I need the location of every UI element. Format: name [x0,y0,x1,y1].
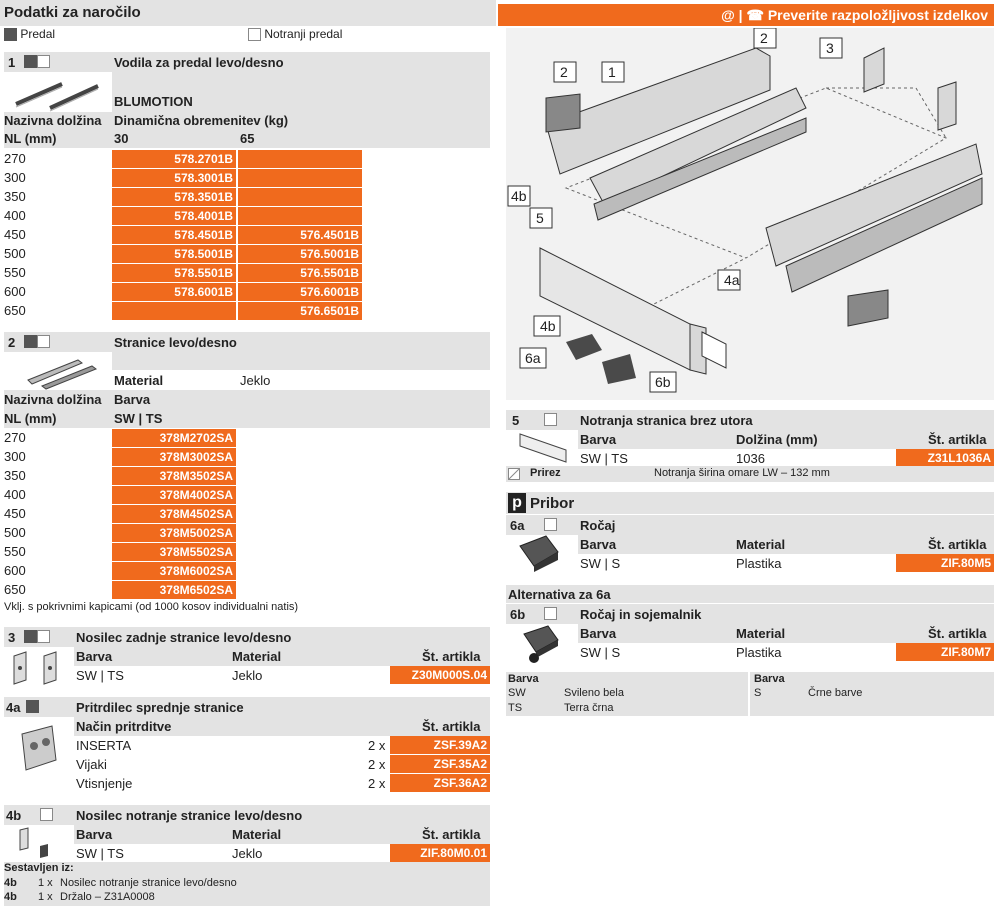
handle-thumbnail [516,532,562,574]
alt-title: Alternativa za 6a [508,587,611,602]
s2-row-nl: 450 [4,506,26,521]
s4b-comp-text: Nosilec notranje stranice levo/desno [60,877,237,889]
s4a-qty: 2 x [368,757,386,772]
colour-name: Svileno bela [564,687,624,699]
s5-length-value: 1036 [736,451,765,466]
diagram-callout-label: 1 [608,64,616,80]
diagram-callout-label: 4b [511,188,527,204]
s4b-comp-text: Držalo – Z31A0008 [60,891,155,903]
s6a-col-article: Št. artikla [928,537,987,552]
accessories-header [506,492,994,514]
inner-square-icon [544,518,557,531]
s1-row-nl: 300 [4,170,26,185]
s1-load-label: Dinamična obremenitev (kg) [114,113,289,128]
s6b-number: 6b [510,607,526,622]
s1-article-30[interactable]: 578.4001B [112,207,236,225]
s1-article-65-empty [238,188,362,206]
legend-inner-label: Notranji predal [264,27,343,41]
diagram-callout-label: 2 [560,64,568,80]
s1-title: Vodila za predal levo/desno [114,55,284,70]
s4a-method: INSERTA [76,738,132,753]
s4b-comp-num: 4b [4,877,17,889]
s6a-material-value: Plastika [736,556,782,571]
s1-col30: 30 [114,131,129,146]
drawer-square-icon [4,28,17,41]
s4a-article-code[interactable]: ZSF.39A2 [390,736,490,754]
s1-article-30[interactable]: 578.5001B [112,245,236,263]
s2-row-nl: 400 [4,487,26,502]
diagram-callout-label: 5 [536,210,544,226]
s6a-article-code[interactable]: ZIF.80M5 [896,554,994,572]
runner-thumbnail [10,74,106,112]
s5-color-value: SW | TS [580,451,628,466]
s4a-col-method: Način pritrditve [76,719,172,734]
inner-square-icon [37,630,50,643]
s4b-col-color: Barva [76,827,113,842]
s4b-material-value: Jeklo [232,846,263,861]
diagram-callout-label: 4b [540,318,556,334]
colour-head-left: Barva [508,673,539,685]
s2-row-nl: 350 [4,468,26,483]
s4b-article-code[interactable]: ZIF.80M0.01 [390,844,490,862]
s1-row-nl: 270 [4,151,26,166]
front-fixing-thumbnail [14,720,64,776]
colour-name: Terra črna [564,702,614,714]
s6b-col-article: Št. artikla [928,626,987,641]
s2-len-label: Nazivna dolžina [4,392,102,407]
s2-article[interactable]: 378M5002SA [112,524,236,542]
diagram-callout-label: 6b [655,374,671,390]
s2-article[interactable]: 378M4002SA [112,486,236,504]
s4b-title: Nosilec notranje stranice levo/desno [76,808,303,823]
inner-square-icon [248,28,261,41]
s5-title: Notranja stranica brez utora [580,413,753,428]
s1-article-65[interactable]: 576.5001B [238,245,362,263]
s4b-comp-num: 4b [4,891,17,903]
availability-bar[interactable] [498,4,994,26]
diagram-callout-label: 3 [826,40,834,56]
colour-code: TS [508,702,523,714]
inner-square-icon [37,335,50,348]
s1-row-nl: 550 [4,265,26,280]
s4a-title: Pritrdilec sprednje stranice [76,700,244,715]
s6b-squares [544,606,557,620]
cut-icon [508,468,520,480]
s2-article[interactable]: 378M6002SA [112,562,236,580]
s2-title: Stranice levo/desno [114,335,237,350]
side-panel-thumbnail [22,354,102,390]
s2-row-nl: 270 [4,430,26,445]
s2-mat-value: Jeklo [240,373,271,388]
s5-col-length: Dolžina (mm) [736,432,818,447]
s1-article-65[interactable]: 576.6501B [238,302,362,320]
diagram-callout-label: 2 [760,30,768,46]
s2-sub-bg [112,352,490,370]
s2-row-nl: 550 [4,544,26,559]
s1-article-30[interactable]: 578.3001B [112,169,236,187]
s4a-col-article: Št. artikla [422,719,481,734]
s6b-color-value: SW | S [580,645,621,660]
s1-article-30-empty [112,302,236,320]
s4b-comp-qty: 1 x [38,891,53,903]
colour-legend-divider [748,672,750,716]
s1-squares [24,54,50,68]
accessories-title: Pribor [530,495,575,512]
s6a-col-material: Material [736,537,786,552]
contact-icons: @ | ☎ [721,7,764,23]
s2-nl-label: NL (mm) [4,411,57,426]
s3-color-value: SW | TS [76,668,124,683]
s6a-squares [544,517,557,531]
s1-article-30[interactable]: 578.2701B [112,150,236,168]
s5-article-code[interactable]: Z31L1036A [896,449,994,467]
s2-mat-label: Material [114,373,164,388]
s5-col-color: Barva [580,432,617,447]
s4b-number: 4b [6,808,22,823]
s5-cut-value: Notranja širina omare LW – 132 mm [654,467,830,479]
s2-row-nl: 300 [4,449,26,464]
s4a-number: 4a [6,700,21,715]
s5-cut-label: Prirez [530,467,561,479]
s1-subtitle: BLUMOTION [114,94,193,109]
availability-link[interactable]: Preverite razpoložljivost izdelkov [767,7,988,23]
s2-article[interactable]: 378M4502SA [112,505,236,523]
s4b-col-material: Material [232,827,282,842]
s4b-comp-label: Sestavljen iz: [4,862,74,874]
s2-number: 2 [8,335,16,350]
s6b-col-color: Barva [580,626,617,641]
s4a-qty: 2 x [368,738,386,753]
s3-col-color: Barva [76,649,113,664]
s3-col-article: Št. artikla [422,649,481,664]
s6b-col-material: Material [736,626,786,641]
s1-article-65[interactable]: 576.5501B [238,264,362,282]
s4a-article-code[interactable]: ZSF.36A2 [390,774,490,792]
drawer-square-icon [24,630,37,643]
s3-squares [24,629,50,643]
inner-side-thumbnail [516,430,572,464]
s1-len-label: Nazivna dolžina [4,113,102,128]
s6a-title: Ročaj [580,518,616,533]
s1-article-65[interactable]: 576.4501B [238,226,362,244]
s3-material-value: Jeklo [232,668,263,683]
s1-article-65-empty [238,207,362,225]
s2-article[interactable]: 378M2702SA [112,429,236,447]
s4b-color-value: SW | TS [76,846,124,861]
s6a-color-value: SW | S [580,556,621,571]
s6b-title: Ročaj in sojemalnik [580,607,702,622]
s1-article-65-empty [238,169,362,187]
s1-row-nl: 500 [4,246,26,261]
s6a-number: 6a [510,518,525,533]
drawer-square-icon [24,335,37,348]
s2-color-value: SW | TS [114,411,163,426]
s4a-qty: 2 x [368,776,386,791]
s3-number: 3 [8,630,16,645]
s1-article-65-empty [238,150,362,168]
s2-row-nl: 650 [4,582,26,597]
s6a-col-color: Barva [580,537,617,552]
s2-article[interactable]: 378M5502SA [112,543,236,561]
legend-drawer-label: Predal [20,27,56,41]
s1-article-30[interactable]: 578.5501B [112,264,236,282]
s1-article-30[interactable]: 578.3501B [112,188,236,206]
s2-note: Vklj. s pokrivnimi kapicami (od 1000 kosov individualni natis) [4,601,299,613]
s3-col-material: Material [232,649,282,664]
s1-row-nl: 350 [4,189,26,204]
s6b-material-value: Plastika [736,645,782,660]
s4a-article-code[interactable]: ZSF.35A2 [390,755,490,773]
s4a-squares [26,699,39,713]
rear-bracket-thumbnail [10,650,66,686]
inner-holder-thumbnail [16,826,56,860]
inner-square-icon [40,808,53,821]
colour-code: S [754,687,762,699]
s1-article-30[interactable]: 578.6001B [112,283,236,301]
s1-row-nl: 600 [4,284,26,299]
s2-row-nl: 600 [4,563,26,578]
drawer-square-icon [26,700,39,713]
s1-article-30[interactable]: 578.4501B [112,226,236,244]
s1-row-nl: 450 [4,227,26,242]
s1-col65: 65 [240,131,255,146]
inner-square-icon [544,607,557,620]
diagram-callout-label: 4a [724,272,740,288]
s4b-squares [40,807,53,821]
inner-square-icon [544,413,557,426]
colour-head-right: Barva [754,673,785,685]
s4a-method: Vijaki [76,757,107,772]
legend-inner [248,27,342,41]
colour-name: Črne barve [808,687,863,699]
s2-header [4,332,490,352]
s1-nl-label: NL (mm) [4,131,57,146]
drawer-square-icon [24,55,37,68]
page-title: Podatki za naročilo [4,4,141,21]
legend-drawer [4,27,55,41]
s1-row-nl: 650 [4,303,26,318]
drawer-diagram [506,28,994,400]
s3-title: Nosilec zadnje stranice levo/desno [76,630,292,645]
s6b-article-code[interactable]: ZIF.80M7 [896,643,994,661]
s2-color-label: Barva [114,392,151,407]
s2-article[interactable]: 378M3002SA [112,448,236,466]
diagram-callout-label: 6a [525,350,541,366]
s4b-col-article: Št. artikla [422,827,481,842]
s5-number: 5 [512,413,520,428]
s2-row-nl: 500 [4,525,26,540]
colour-code: SW [508,687,526,699]
handle-with-pin-thumbnail [520,622,564,664]
s2-article[interactable]: 378M6502SA [112,581,236,599]
s4b-comp-qty: 1 x [38,877,53,889]
s4a-method: Vtisnjenje [76,776,133,791]
s3-article-code[interactable]: Z30M000S.04 [390,666,490,684]
s5-col-article: Št. artikla [928,432,987,447]
s1-number: 1 [8,55,16,70]
accessories-icon: p [508,493,526,513]
s1-row-nl: 400 [4,208,26,223]
s1-article-65[interactable]: 576.6001B [238,283,362,301]
inner-square-icon [37,55,50,68]
s5-squares [544,412,557,426]
s2-article[interactable]: 378M3502SA [112,467,236,485]
s2-squares [24,334,50,348]
